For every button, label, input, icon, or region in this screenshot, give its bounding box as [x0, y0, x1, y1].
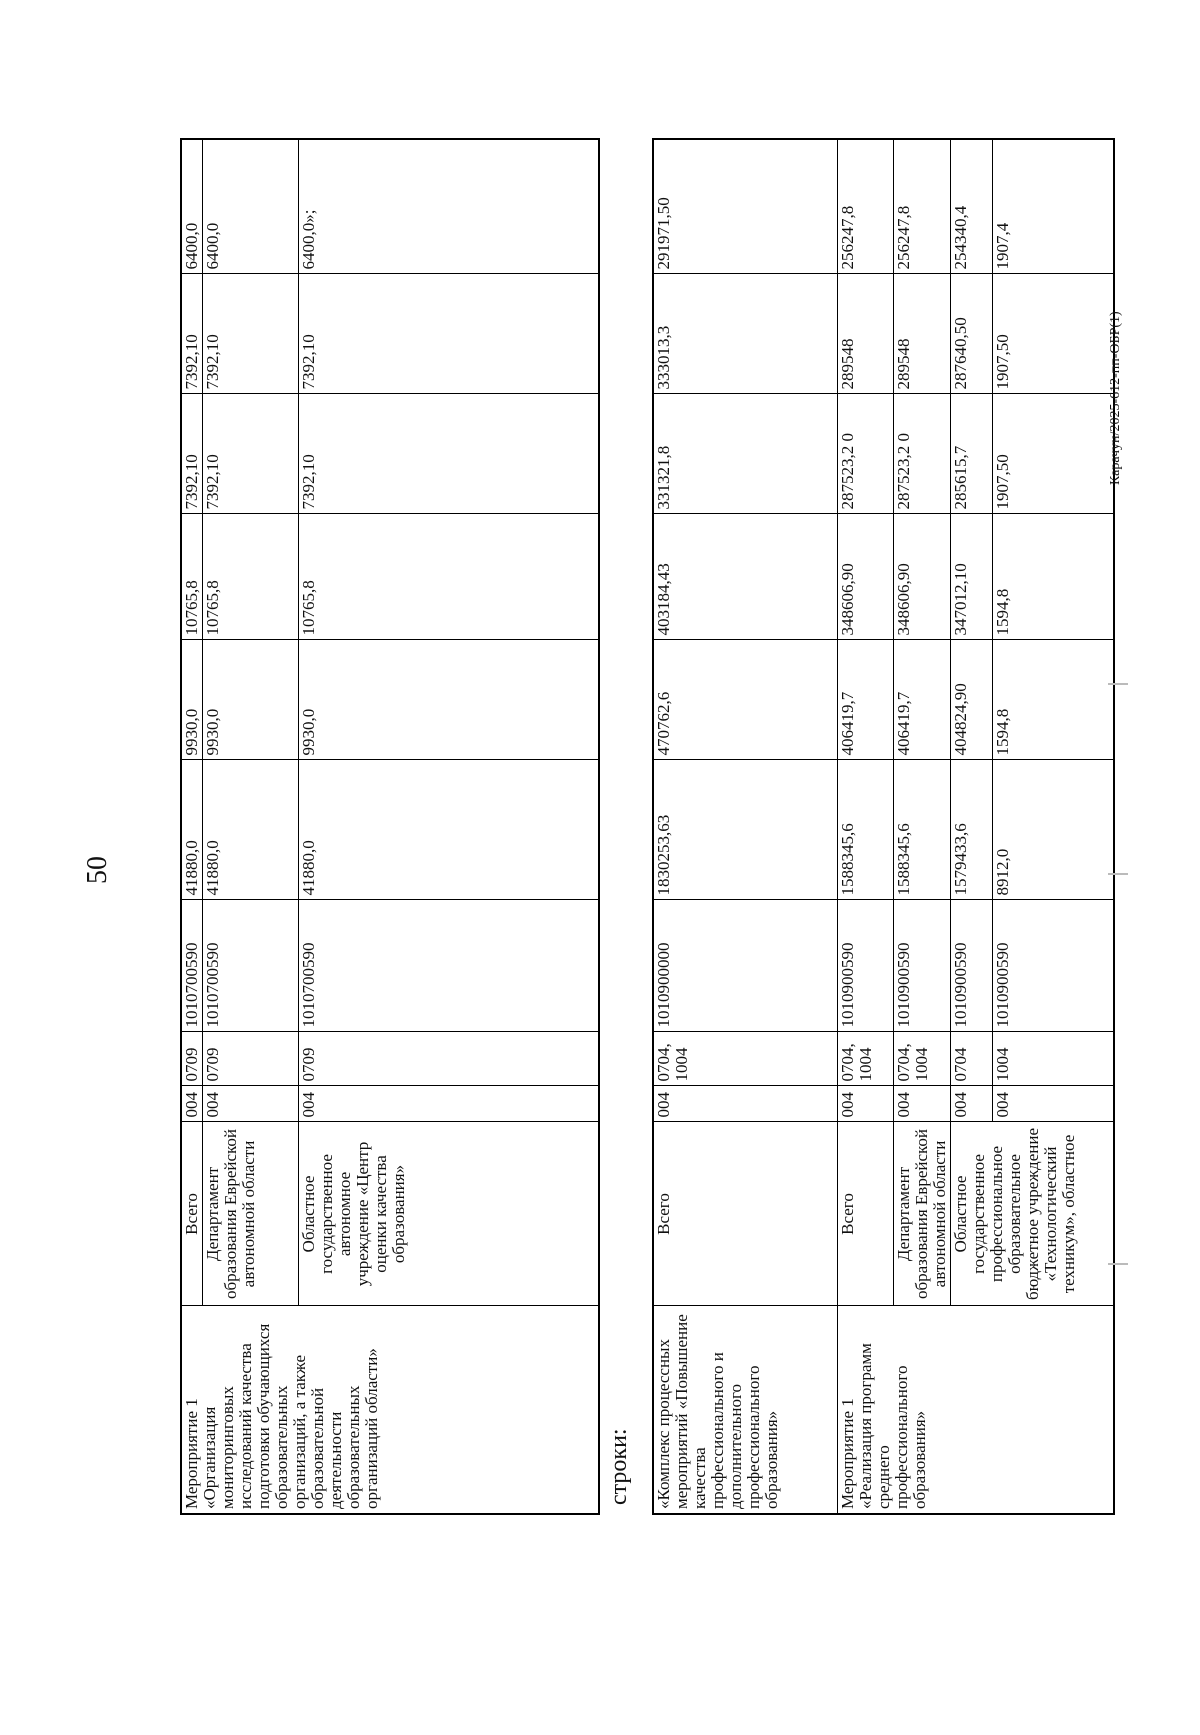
value-year-5: 6400,0: [181, 139, 203, 274]
grbs-code: 004: [299, 1086, 599, 1122]
grbs-code: 004: [992, 1086, 1114, 1122]
row-name: Областное государственное автономное учреждение «Центр оценки качества образования»: [299, 1122, 599, 1306]
value-year-5: 256247,8: [837, 139, 893, 274]
value-total: 41880,0: [299, 760, 599, 900]
value-total: 8912,0: [992, 760, 1114, 900]
value-year-4: 289548: [837, 274, 893, 394]
row-name: Департамент образования Еврейской автономной области: [893, 1122, 950, 1306]
target-code: 1010700590: [299, 900, 599, 1032]
target-code: 1010900590: [992, 900, 1114, 1032]
value-total: 1579433,6: [950, 760, 992, 900]
value-year-4: 1907,50: [992, 274, 1114, 394]
value-year-1: 9930,0: [299, 640, 599, 760]
value-year-4: 333013,3: [653, 274, 837, 394]
section-code: 0709: [299, 1032, 599, 1086]
row-name: Всего: [181, 1122, 203, 1306]
value-year-2: 10765,8: [299, 514, 599, 640]
value-year-3: 287523,2 0: [837, 394, 893, 514]
value-year-5: 254340,4: [950, 139, 992, 274]
value-year-1: 9930,0: [203, 640, 299, 760]
value-year-2: 10765,8: [203, 514, 299, 640]
value-total: 1830253,63: [653, 760, 837, 900]
target-code: 1010700590: [181, 900, 203, 1032]
table-row: [653, 139, 837, 1514]
value-year-5: 1907,4: [992, 139, 1114, 274]
section-code: 0709: [203, 1032, 299, 1086]
section-label: строки:: [606, 1428, 632, 1505]
value-year-1: 470762,6: [653, 640, 837, 760]
row-name: Всего: [837, 1122, 893, 1306]
value-year-2: 1594,8: [992, 514, 1114, 640]
value-year-3: 7392,10: [181, 394, 203, 514]
section-code: 0704: [950, 1032, 992, 1086]
divider: [1108, 683, 1128, 685]
value-year-1: 404824,90: [950, 640, 992, 760]
document-footer: Карачун/2025-612-пп-ОБР(1): [1108, 311, 1123, 485]
row-name: Областное государственное профессиональное образовательное бюджетное учреждение «Технологический техникум», областное: [950, 1122, 1114, 1306]
row-name: Департамент образования Еврейской автономной области: [203, 1122, 299, 1306]
value-year-3: 331321,8: [653, 394, 837, 514]
target-code: 1010700590: [203, 900, 299, 1032]
value-year-2: 403184,43: [653, 514, 837, 640]
funding-table-2: [652, 138, 1115, 1515]
table-row: [181, 139, 203, 1514]
value-year-2: 347012,10: [950, 514, 992, 640]
value-year-4: 7392,10: [203, 274, 299, 394]
target-code: 1010900000: [653, 900, 837, 1032]
target-code: 1010900590: [837, 900, 893, 1032]
value-year-1: 1594,8: [992, 640, 1114, 760]
target-code: 1010900590: [893, 900, 950, 1032]
event-cell: Мероприятие 1 «Организация мониторинговых исследований качества подготовки обучающихся образовательных организаций, а также образовательной деятельности образовательных организаций области»: [181, 1306, 599, 1514]
value-year-2: 10765,8: [181, 514, 203, 640]
section-code: 0709: [181, 1032, 203, 1086]
value-year-5: 6400,0»;: [299, 139, 599, 274]
funding-table-1: [180, 138, 600, 1515]
value-year-4: 287640,50: [950, 274, 992, 394]
value-year-3: 1907,50: [992, 394, 1114, 514]
grbs-code: 004: [950, 1086, 992, 1122]
grbs-code: 004: [653, 1086, 837, 1122]
grbs-code: 004: [837, 1086, 893, 1122]
value-year-5: 256247,8: [893, 139, 950, 274]
grbs-code: 004: [181, 1086, 203, 1122]
divider: [1108, 873, 1128, 875]
complex-cell: «Комплекс процессных мероприятий «Повышение качества профессионального и дополнительного профессионального образования»: [653, 1306, 837, 1514]
target-code: 1010900590: [950, 900, 992, 1032]
value-year-4: 7392,10: [181, 274, 203, 394]
value-total: 1588345,6: [893, 760, 950, 900]
section-code: 1004: [992, 1032, 1114, 1086]
table-row: [837, 139, 893, 1514]
value-year-1: 406419,7: [837, 640, 893, 760]
value-year-1: 9930,0: [181, 640, 203, 760]
value-total: 41880,0: [181, 760, 203, 900]
value-year-5: 6400,0: [203, 139, 299, 274]
value-year-2: 348606,90: [893, 514, 950, 640]
value-year-3: 287523,2 0: [893, 394, 950, 514]
section-code: 0704, 1004: [653, 1032, 837, 1086]
value-total: 41880,0: [203, 760, 299, 900]
value-year-3: 7392,10: [299, 394, 599, 514]
value-total: 1588345,6: [837, 760, 893, 900]
value-year-1: 406419,7: [893, 640, 950, 760]
event-cell: Мероприятие 1 «Реализация программ среднего профессионального образования»: [837, 1306, 1114, 1514]
value-year-2: 348606,90: [837, 514, 893, 640]
value-year-3: 285615,7: [950, 394, 992, 514]
divider: [1108, 1263, 1128, 1265]
value-year-4: 289548: [893, 274, 950, 394]
value-year-5: 291971,50: [653, 139, 837, 274]
value-year-3: 7392,10: [203, 394, 299, 514]
grbs-code: 004: [203, 1086, 299, 1122]
value-year-4: 7392,10: [299, 274, 599, 394]
row-name: Всего: [653, 1122, 837, 1306]
section-code: 0704, 1004: [893, 1032, 950, 1086]
grbs-code: 004: [893, 1086, 950, 1122]
page-number: 50: [82, 856, 113, 884]
section-code: 0704, 1004: [837, 1032, 893, 1086]
